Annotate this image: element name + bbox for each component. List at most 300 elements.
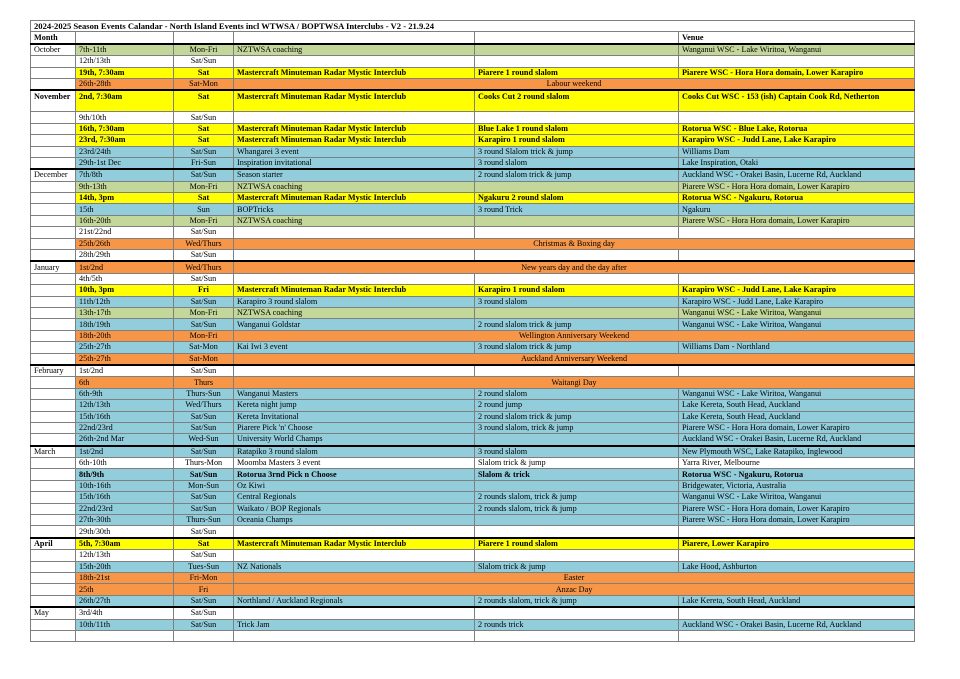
- date-cell: 2nd, 7:30am: [76, 90, 174, 112]
- venue-cell: Wanganui WSC - Lake Wiritoa, Wanganui: [679, 44, 915, 56]
- date-cell: 23rd, 7:30am: [76, 135, 174, 146]
- date-cell: 29th/30th: [76, 526, 174, 538]
- venue-cell: Lake Kereta, South Head, Auckland: [679, 400, 915, 411]
- event-cell: Moomba Masters 3 event: [234, 458, 475, 469]
- day-cell: Sat: [174, 135, 234, 146]
- month-cell: October: [31, 44, 76, 56]
- date-cell: 6th-10th: [76, 458, 174, 469]
- format-cell: Piarere 1 round slalom: [475, 67, 679, 78]
- date-cell: [76, 630, 174, 641]
- day-cell: Sat/Sun: [174, 526, 234, 538]
- date-cell: 10th-16th: [76, 480, 174, 491]
- table-row: [31, 215, 915, 226]
- date-cell: 6th-9th: [76, 388, 174, 399]
- table-row: [31, 157, 915, 169]
- format-cell: Slalom & trick: [475, 469, 679, 480]
- date-cell: 26th-28th: [76, 78, 174, 90]
- event-cell: Mastercraft Minuteman Radar Mystic Interclub: [234, 538, 475, 550]
- day-cell: Sat: [174, 67, 234, 78]
- day-cell: Mon-Fri: [174, 44, 234, 56]
- header-date: [76, 32, 174, 44]
- date-cell: 25th-27th: [76, 353, 174, 365]
- month-cell: [31, 584, 76, 595]
- format-cell: Ngakuru 2 round slalom: [475, 193, 679, 204]
- header-format: [475, 32, 679, 44]
- format-cell: Cooks Cut 2 round slalom: [475, 90, 679, 112]
- format-cell: 2 rounds slalom, trick & jump: [475, 492, 679, 503]
- holiday-cell: New years day and the day after: [234, 261, 915, 273]
- venue-cell: Piarere, Lower Karapiro: [679, 538, 915, 550]
- day-cell: Fri: [174, 285, 234, 296]
- venue-cell: Yarra River, Melbourne: [679, 458, 915, 469]
- format-cell: [475, 56, 679, 67]
- table-row: [31, 296, 915, 307]
- date-cell: 7th/8th: [76, 169, 174, 181]
- table-row: [31, 146, 915, 157]
- format-cell: [475, 112, 679, 123]
- event-cell: NZ Nationals: [234, 561, 475, 572]
- event-cell: NZTWSA coaching: [234, 307, 475, 318]
- date-cell: 22nd/23rd: [76, 503, 174, 514]
- month-cell: December: [31, 169, 76, 181]
- table-row: [31, 422, 915, 433]
- holiday-cell: Waitangi Day: [234, 377, 915, 388]
- month-cell: [31, 561, 76, 572]
- table-row: [31, 411, 915, 422]
- month-cell: [31, 526, 76, 538]
- venue-cell: [679, 630, 915, 641]
- day-cell: Sat/Sun: [174, 422, 234, 433]
- table-row: [31, 353, 915, 365]
- venue-cell: Auckland WSC - Orakei Basin, Lucerne Rd, Auckland: [679, 169, 915, 181]
- date-cell: 25th/26th: [76, 238, 174, 249]
- event-cell: NZTWSA coaching: [234, 44, 475, 56]
- format-cell: [475, 480, 679, 491]
- day-cell: Sat: [174, 90, 234, 112]
- venue-cell: [679, 365, 915, 377]
- month-cell: [31, 480, 76, 491]
- date-cell: 15th/16th: [76, 492, 174, 503]
- day-cell: Sat/Sun: [174, 550, 234, 561]
- month-cell: [31, 330, 76, 341]
- holiday-cell: Labour weekend: [234, 78, 915, 90]
- event-cell: Kereta night jump: [234, 400, 475, 411]
- event-cell: [234, 550, 475, 561]
- event-cell: Mastercraft Minuteman Radar Mystic Interclub: [234, 123, 475, 134]
- month-cell: [31, 238, 76, 249]
- month-cell: [31, 135, 76, 146]
- date-cell: 12th/13th: [76, 400, 174, 411]
- date-cell: 5th, 7:30am: [76, 538, 174, 550]
- month-cell: February: [31, 365, 76, 377]
- event-cell: Oz Kiwi: [234, 480, 475, 491]
- event-cell: [234, 607, 475, 619]
- event-cell: Kai Iwi 3 event: [234, 342, 475, 353]
- date-cell: 14th, 3pm: [76, 193, 174, 204]
- table-row: [31, 227, 915, 238]
- month-cell: [31, 572, 76, 583]
- day-cell: Sat/Sun: [174, 146, 234, 157]
- events-calendar-sheet: [30, 20, 914, 642]
- table-row: [31, 503, 915, 514]
- table-row: [31, 538, 915, 550]
- event-cell: Mastercraft Minuteman Radar Mystic Interclub: [234, 67, 475, 78]
- venue-cell: Lake Kereta, South Head, Auckland: [679, 595, 915, 607]
- event-cell: Inspiration invitational: [234, 157, 475, 169]
- table-row: [31, 388, 915, 399]
- format-cell: Slalom trick & jump: [475, 458, 679, 469]
- venue-cell: Cooks Cut WSC - 153 (ish) Captain Cook Rd, Netherton: [679, 90, 915, 112]
- event-cell: Mastercraft Minuteman Radar Mystic Interclub: [234, 90, 475, 112]
- date-cell: 21st/22nd: [76, 227, 174, 238]
- table-row: [31, 342, 915, 353]
- day-cell: Sat: [174, 123, 234, 134]
- day-cell: Thurs-Mon: [174, 458, 234, 469]
- events-table-body: [31, 21, 915, 642]
- day-cell: Sat/Sun: [174, 595, 234, 607]
- venue-cell: Piarere WSC - Hora Hora domain, Lower Karapiro: [679, 67, 915, 78]
- format-cell: [475, 630, 679, 641]
- month-cell: [31, 56, 76, 67]
- month-cell: [31, 112, 76, 123]
- venue-cell: Karapiro WSC - Judd Lane, Lake Karapiro: [679, 285, 915, 296]
- table-row: [31, 630, 915, 641]
- day-cell: Sat/Sun: [174, 250, 234, 262]
- format-cell: [475, 307, 679, 318]
- header-row: [31, 32, 915, 44]
- date-cell: 15th-20th: [76, 561, 174, 572]
- table-row: [31, 584, 915, 595]
- day-cell: Mon-Fri: [174, 330, 234, 341]
- month-cell: [31, 434, 76, 446]
- table-row: [31, 123, 915, 134]
- date-cell: 3rd/4th: [76, 607, 174, 619]
- event-cell: [234, 526, 475, 538]
- table-row: [31, 572, 915, 583]
- format-cell: Karapiro 1 round slalom: [475, 285, 679, 296]
- month-cell: [31, 503, 76, 514]
- holiday-cell: Wellington Anniversary Weekend: [234, 330, 915, 341]
- table-row: [31, 561, 915, 572]
- date-cell: 9th/10th: [76, 112, 174, 123]
- date-cell: 23rd/24th: [76, 146, 174, 157]
- day-cell: Sat/Sun: [174, 227, 234, 238]
- day-cell: Sat/Sun: [174, 365, 234, 377]
- format-cell: Slalom trick & jump: [475, 561, 679, 572]
- day-cell: Sat/Sun: [174, 446, 234, 458]
- event-cell: Central Regionals: [234, 492, 475, 503]
- venue-cell: Lake Kereta, South Head, Auckland: [679, 411, 915, 422]
- format-cell: 3 round slalom: [475, 157, 679, 169]
- event-cell: Wanganui Masters: [234, 388, 475, 399]
- month-cell: [31, 181, 76, 192]
- date-cell: 9th-13th: [76, 181, 174, 192]
- event-cell: Mastercraft Minuteman Radar Mystic Interclub: [234, 135, 475, 146]
- venue-cell: Bridgewater, Victoria, Australia: [679, 480, 915, 491]
- venue-cell: [679, 550, 915, 561]
- table-row: [31, 250, 915, 262]
- format-cell: [475, 526, 679, 538]
- day-cell: Sat/Sun: [174, 619, 234, 630]
- day-cell: Fri: [174, 584, 234, 595]
- date-cell: 4th/5th: [76, 273, 174, 284]
- month-cell: [31, 193, 76, 204]
- table-row: [31, 78, 915, 90]
- month-cell: [31, 319, 76, 330]
- format-cell: [475, 273, 679, 284]
- format-cell: 2 rounds slalom, trick & jump: [475, 595, 679, 607]
- table-row: [31, 492, 915, 503]
- table-row: [31, 446, 915, 458]
- date-cell: 19th, 7:30am: [76, 67, 174, 78]
- date-cell: 25th-27th: [76, 342, 174, 353]
- venue-cell: Rotorua WSC - Ngakuru, Rotorua: [679, 469, 915, 480]
- format-cell: 2 round slalom trick & jump: [475, 411, 679, 422]
- month-cell: May: [31, 607, 76, 619]
- date-cell: 15th: [76, 204, 174, 215]
- month-cell: [31, 353, 76, 365]
- day-cell: Wed/Thurs: [174, 238, 234, 249]
- venue-cell: Wanganui WSC - Lake Wiritoa, Wanganui: [679, 388, 915, 399]
- format-cell: [475, 434, 679, 446]
- event-cell: Mastercraft Minuteman Radar Mystic Interclub: [234, 193, 475, 204]
- venue-cell: Piarere WSC - Hora Hora domain, Lower Karapiro: [679, 181, 915, 192]
- day-cell: Sun: [174, 204, 234, 215]
- day-cell: Mon-Fri: [174, 307, 234, 318]
- event-cell: [234, 630, 475, 641]
- table-row: [31, 330, 915, 341]
- event-cell: [234, 227, 475, 238]
- header-month: Month: [31, 32, 76, 44]
- table-row: [31, 238, 915, 249]
- table-row: [31, 193, 915, 204]
- date-cell: 28th/29th: [76, 250, 174, 262]
- month-cell: [31, 146, 76, 157]
- month-cell: [31, 411, 76, 422]
- month-cell: March: [31, 446, 76, 458]
- event-cell: Rotorua 3rnd Pick n Choose: [234, 469, 475, 480]
- day-cell: Sat/Sun: [174, 112, 234, 123]
- venue-cell: Lake Inspiration, Otaki: [679, 157, 915, 169]
- event-cell: [234, 112, 475, 123]
- day-cell: Wed-Sun: [174, 434, 234, 446]
- format-cell: 2 rounds trick: [475, 619, 679, 630]
- venue-cell: New Plymouth WSC, Lake Ratapiko, Inglewood: [679, 446, 915, 458]
- venue-cell: Auckland WSC - Orakei Basin, Lucerne Rd, Auckland: [679, 619, 915, 630]
- date-cell: 11th/12th: [76, 296, 174, 307]
- month-cell: [31, 250, 76, 262]
- day-cell: Thurs: [174, 377, 234, 388]
- event-cell: Ratapiko 3 round slalom: [234, 446, 475, 458]
- event-cell: BOPTricks: [234, 204, 475, 215]
- month-cell: [31, 296, 76, 307]
- format-cell: [475, 607, 679, 619]
- month-cell: [31, 458, 76, 469]
- format-cell: Karapiro 1 round slalom: [475, 135, 679, 146]
- table-row: [31, 480, 915, 491]
- month-cell: [31, 342, 76, 353]
- day-cell: Wed/Thurs: [174, 261, 234, 273]
- format-cell: Piarere 1 round slalom: [475, 538, 679, 550]
- day-cell: Mon-Fri: [174, 181, 234, 192]
- header-venue: Venue: [679, 32, 915, 44]
- month-cell: [31, 619, 76, 630]
- event-cell: NZTWSA coaching: [234, 215, 475, 226]
- date-cell: 25th: [76, 584, 174, 595]
- venue-cell: [679, 526, 915, 538]
- day-cell: Mon-Fri: [174, 215, 234, 226]
- day-cell: Fri-Mon: [174, 572, 234, 583]
- date-cell: 7th-11th: [76, 44, 174, 56]
- event-cell: NZTWSA coaching: [234, 181, 475, 192]
- venue-cell: Piarere WSC - Hora Hora domain, Lower Karapiro: [679, 422, 915, 433]
- table-row: [31, 169, 915, 181]
- event-cell: Whangarei 3 event: [234, 146, 475, 157]
- day-cell: Sat/Sun: [174, 492, 234, 503]
- table-row: [31, 365, 915, 377]
- month-cell: January: [31, 261, 76, 273]
- table-row: [31, 204, 915, 215]
- venue-cell: Wanganui WSC - Lake Wiritoa, Wanganui: [679, 492, 915, 503]
- table-row: [31, 526, 915, 538]
- day-cell: Wed/Thurs: [174, 400, 234, 411]
- day-cell: Sat/Sun: [174, 319, 234, 330]
- table-row: [31, 515, 915, 526]
- date-cell: 16th, 7:30am: [76, 123, 174, 134]
- header-event: [234, 32, 475, 44]
- date-cell: 1st/2nd: [76, 446, 174, 458]
- venue-cell: Lake Hood, Ashburton: [679, 561, 915, 572]
- date-cell: 10th, 3pm: [76, 285, 174, 296]
- table-row: [31, 607, 915, 619]
- venue-cell: [679, 273, 915, 284]
- month-cell: [31, 515, 76, 526]
- format-cell: 2 round slalom: [475, 388, 679, 399]
- table-row: [31, 285, 915, 296]
- day-cell: Sat/Sun: [174, 607, 234, 619]
- venue-cell: Rotorua WSC - Ngakuru, Rotorua: [679, 193, 915, 204]
- event-cell: Piarere Pick 'n' Choose: [234, 422, 475, 433]
- event-cell: Wanganui Goldstar: [234, 319, 475, 330]
- date-cell: 8th/9th: [76, 469, 174, 480]
- venue-cell: Wanganui WSC - Lake Wiritoa, Wanganui: [679, 307, 915, 318]
- day-cell: Sat: [174, 193, 234, 204]
- format-cell: 2 rounds slalom, trick & jump: [475, 503, 679, 514]
- month-cell: [31, 630, 76, 641]
- event-cell: Kereta Invitational: [234, 411, 475, 422]
- event-cell: Trick Jam: [234, 619, 475, 630]
- format-cell: 3 round Trick: [475, 204, 679, 215]
- month-cell: [31, 285, 76, 296]
- venue-cell: Piarere WSC - Hora Hora domain, Lower Karapiro: [679, 503, 915, 514]
- venue-cell: Rotorua WSC - Blue Lake, Rotorua: [679, 123, 915, 134]
- date-cell: 10th/11th: [76, 619, 174, 630]
- date-cell: 18th-21st: [76, 572, 174, 583]
- date-cell: 15th/16th: [76, 411, 174, 422]
- date-cell: 6th: [76, 377, 174, 388]
- event-cell: [234, 250, 475, 262]
- format-cell: [475, 227, 679, 238]
- holiday-cell: Auckland Anniversary Weekend: [234, 353, 915, 365]
- date-cell: 22nd/23rd: [76, 422, 174, 433]
- table-row: [31, 90, 915, 112]
- day-cell: Sat-Mon: [174, 353, 234, 365]
- event-cell: Mastercraft Minuteman Radar Mystic Interclub: [234, 285, 475, 296]
- venue-cell: Karapiro WSC - Judd Lane, Lake Karapiro: [679, 135, 915, 146]
- venue-cell: Williams Dam - Northland: [679, 342, 915, 353]
- holiday-cell: Christmas & Boxing day: [234, 238, 915, 249]
- table-row: [31, 619, 915, 630]
- day-cell: Sat: [174, 538, 234, 550]
- format-cell: 3 round slalom trick & jump: [475, 342, 679, 353]
- table-row: [31, 181, 915, 192]
- date-cell: 16th-20th: [76, 215, 174, 226]
- format-cell: [475, 550, 679, 561]
- day-cell: Sat/Sun: [174, 469, 234, 480]
- month-cell: [31, 550, 76, 561]
- table-row: [31, 434, 915, 446]
- table-row: [31, 261, 915, 273]
- venue-cell: [679, 227, 915, 238]
- format-cell: 2 round slalom trick & jump: [475, 169, 679, 181]
- holiday-cell: Easter: [234, 572, 915, 583]
- date-cell: 12th/13th: [76, 550, 174, 561]
- date-cell: 18th-20th: [76, 330, 174, 341]
- venue-cell: Auckland WSC - Orakei Basin, Lucerne Rd, Auckland: [679, 434, 915, 446]
- format-cell: 3 round slalom: [475, 296, 679, 307]
- venue-cell: [679, 607, 915, 619]
- month-cell: November: [31, 90, 76, 112]
- month-cell: [31, 492, 76, 503]
- month-cell: [31, 388, 76, 399]
- table-row: [31, 595, 915, 607]
- table-row: [31, 469, 915, 480]
- day-cell: Thurs-Sun: [174, 388, 234, 399]
- title-row: [31, 21, 915, 32]
- day-cell: Sat/Sun: [174, 503, 234, 514]
- month-cell: [31, 204, 76, 215]
- event-cell: Oceania Champs: [234, 515, 475, 526]
- day-cell: Sat/Sun: [174, 411, 234, 422]
- month-cell: [31, 78, 76, 90]
- table-row: [31, 550, 915, 561]
- day-cell: [174, 630, 234, 641]
- month-cell: [31, 157, 76, 169]
- venue-cell: Piarere WSC - Hora Hora domain, Lower Karapiro: [679, 215, 915, 226]
- month-cell: April: [31, 538, 76, 550]
- event-cell: Karapiro 3 round slalom: [234, 296, 475, 307]
- day-cell: Sat/Sun: [174, 296, 234, 307]
- month-cell: [31, 469, 76, 480]
- month-cell: [31, 422, 76, 433]
- format-cell: [475, 515, 679, 526]
- event-cell: Waikato / BOP Regionals: [234, 503, 475, 514]
- date-cell: 26th/27th: [76, 595, 174, 607]
- format-cell: 3 round slalom, trick & jump: [475, 422, 679, 433]
- date-cell: 29th-1st Dec: [76, 157, 174, 169]
- date-cell: 18th/19th: [76, 319, 174, 330]
- format-cell: 3 round slalom: [475, 446, 679, 458]
- table-row: [31, 56, 915, 67]
- day-cell: Sat/Sun: [174, 56, 234, 67]
- table-row: [31, 307, 915, 318]
- month-cell: [31, 123, 76, 134]
- day-cell: Sat/Sun: [174, 169, 234, 181]
- table-row: [31, 400, 915, 411]
- day-cell: Sat/Sun: [174, 273, 234, 284]
- venue-cell: Ngakuru: [679, 204, 915, 215]
- event-cell: University World Champs: [234, 434, 475, 446]
